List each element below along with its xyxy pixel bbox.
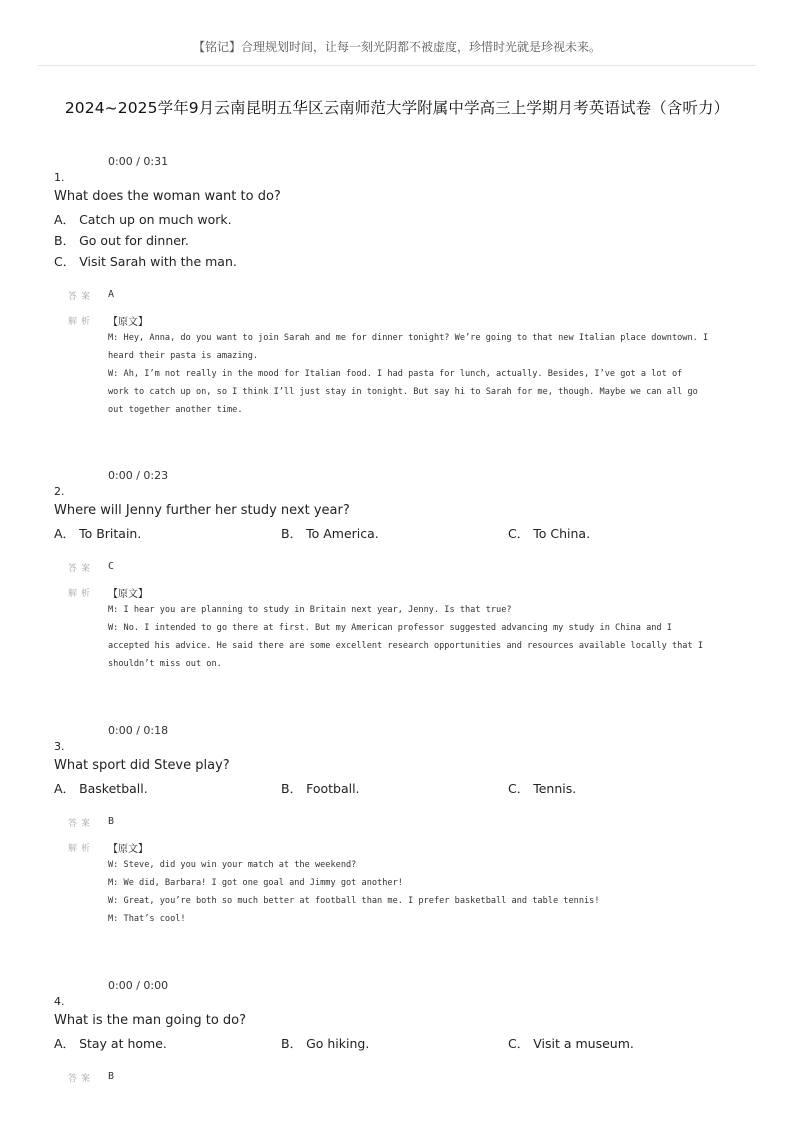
audio-player-time[interactable]: 0:00 / 0:18 [108,724,169,737]
option-letter: C． [508,526,530,541]
option-letter: C． [508,781,530,796]
option-letter: C． [54,254,76,269]
option-letter: B． [281,781,303,796]
option-text: Visit Sarah with the man. [79,254,237,269]
option-a [54,210,232,228]
option-b [281,524,379,542]
question-number: 3. [54,740,65,753]
option-letter: A． [54,781,76,796]
question-number: 1. [54,171,65,184]
analysis-label: 解析 [68,844,95,854]
transcript-line: out together another time. [108,405,243,415]
transcript-line: M: That’s cool! [108,914,186,924]
option-text: Go hiking. [306,1036,370,1051]
answer-label: 答案 [68,564,95,574]
option-letter: B． [54,233,76,248]
option-text: To America. [306,526,379,541]
answer-value: B [108,816,115,827]
audio-player-time[interactable]: 0:00 / 0:00 [108,979,169,992]
transcript-line: shouldn’t miss out on. [108,659,222,669]
transcript [108,856,724,928]
transcript-line: M: Hey, Anna, do you want to join Sarah and me for dinner tonight? We’re going to that new Italian place downtown. I [108,333,709,343]
option-text: To China. [533,526,591,541]
question-number: 2. [54,485,65,498]
option-a [54,524,141,542]
analysis-label: 解析 [68,317,95,327]
analysis-label: 解析 [68,589,95,599]
transcript [108,601,724,673]
transcript-line: W: Steve, did you win your match at the weekend? [108,860,357,870]
option-letter: B． [281,526,303,541]
option-a [54,779,148,797]
transcript-line: W: No. I intended to go there at first. But my American professor suggested advancing my study in China and I [108,623,672,633]
option-letter: A． [54,526,76,541]
transcript-line: M: We did, Barbara! I got one goal and Jimmy got another! [108,878,403,888]
option-text: Football. [306,781,360,796]
question-stem: What does the woman want to do? [54,189,281,204]
option-b [281,779,360,797]
option-text: Go out for dinner. [79,233,189,248]
transcript-line: W: Great, you’re both so much better at football than me. I prefer basketball and table tennis! [108,896,600,906]
option-letter: B． [281,1036,303,1051]
question-stem: Where will Jenny further her study next year? [54,503,350,518]
transcript-line: heard their pasta is amazing. [108,351,259,361]
option-letter: C． [508,1036,530,1051]
transcript-line: M: I hear you are planning to study in Britain next year, Jenny. Is that true? [108,605,512,615]
option-c [508,524,590,542]
audio-player-time[interactable]: 0:00 / 0:23 [108,469,169,482]
transcript-heading: 【原文】 [108,589,148,600]
option-a [54,1034,167,1052]
transcript [108,329,724,419]
option-c [508,1034,634,1052]
question-stem: What is the man going to do? [54,1013,247,1028]
answer-label: 答案 [68,292,95,302]
answer-value: B [108,1071,115,1082]
option-c [508,779,576,797]
header-divider [38,65,756,66]
option-letter: A． [54,1036,76,1051]
option-letter: A． [54,212,76,227]
answer-label: 答案 [68,1074,95,1084]
transcript-heading: 【原文】 [108,317,148,328]
option-text: To Britain. [79,526,142,541]
transcript-line: W: Ah, I’m not really in the mood for Italian food. I had pasta for lunch, actually. Besides, I’ve got a lot of [108,369,683,379]
answer-value: A [108,289,115,300]
question-stem: What sport did Steve play? [54,758,230,773]
option-text: Stay at home. [79,1036,167,1051]
transcript-line: work to catch up on, so I think I’ll just stay in tonight. But say hi to Sarah for me, though. Maybe we can all go [108,387,698,397]
option-text: Visit a museum. [533,1036,634,1051]
option-b [54,231,189,249]
option-text: Tennis. [533,781,577,796]
question-number: 4. [54,995,65,1008]
option-c [54,252,237,270]
option-text: Catch up on much work. [79,212,232,227]
transcript-line: accepted his advice. He said there are some excellent research opportunities and resources available locally that I [108,641,703,651]
page-title: 2024~2025学年9月云南昆明五华区云南师范大学附属中学高三上学期月考英语试卷（含听力） [64,99,730,117]
option-b [281,1034,369,1052]
answer-label: 答案 [68,819,95,829]
transcript-heading: 【原文】 [108,844,148,855]
answer-value: C [108,561,115,572]
option-text: Basketball. [79,781,148,796]
header-motto: 【铭记】合理规划时间，让每一刻光阴都不被虚度，珍惜时光就是珍视未来。 [192,40,601,54]
audio-player-time[interactable]: 0:00 / 0:31 [108,155,169,168]
